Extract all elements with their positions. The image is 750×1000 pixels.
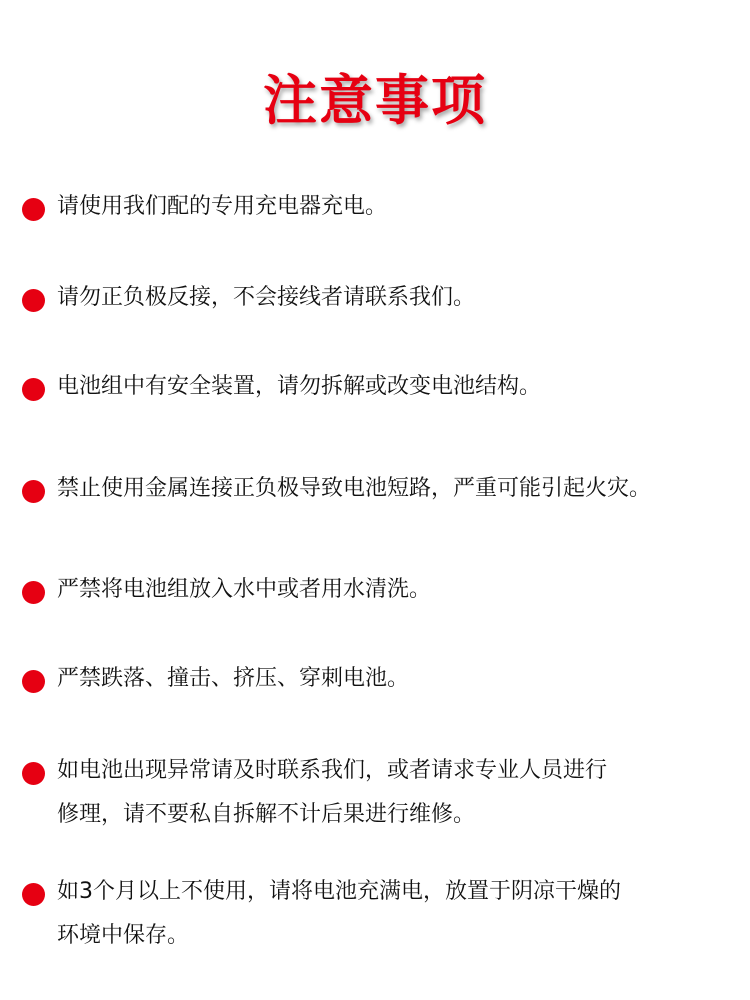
notice-text: 如电池出现异常请及时联系我们，或者请求专业人员进行 修理，请不要私自拆解不计后果进行维修。	[57, 758, 608, 827]
notice-text: 严禁将电池组放入水中或者用水清洗。	[57, 577, 432, 602]
notice-text: 禁止使用金属连接正负极导致电池短路，严重可能引起火灾。	[57, 476, 652, 501]
red-bullet-icon	[22, 581, 45, 604]
red-bullet-icon	[22, 378, 45, 401]
notice-item	[22, 194, 742, 229]
notice-item	[22, 374, 742, 409]
notice-text: 如3个月以上不使用，请将电池充满电，放置于阴凉干燥的 环境中保存。	[57, 879, 621, 948]
red-bullet-icon	[22, 198, 45, 221]
notice-item	[22, 577, 742, 612]
red-bullet-icon	[22, 670, 45, 693]
notice-item	[22, 879, 742, 958]
notice-item	[22, 476, 742, 511]
red-bullet-icon	[22, 883, 45, 906]
notice-text: 请勿正负极反接，不会接线者请联系我们。	[57, 285, 476, 310]
notice-item	[22, 666, 742, 701]
red-bullet-icon	[22, 762, 45, 785]
red-bullet-icon	[22, 289, 45, 312]
notice-text: 严禁跌落、撞击、挤压、穿刺电池。	[57, 666, 410, 691]
notice-item	[22, 758, 742, 837]
notice-item	[22, 285, 742, 320]
page-title: 注意事项	[263, 69, 487, 132]
notice-text: 电池组中有安全装置，请勿拆解或改变电池结构。	[57, 374, 542, 399]
notice-text: 请使用我们配的专用充电器充电。	[57, 194, 388, 219]
red-bullet-icon	[22, 480, 45, 503]
